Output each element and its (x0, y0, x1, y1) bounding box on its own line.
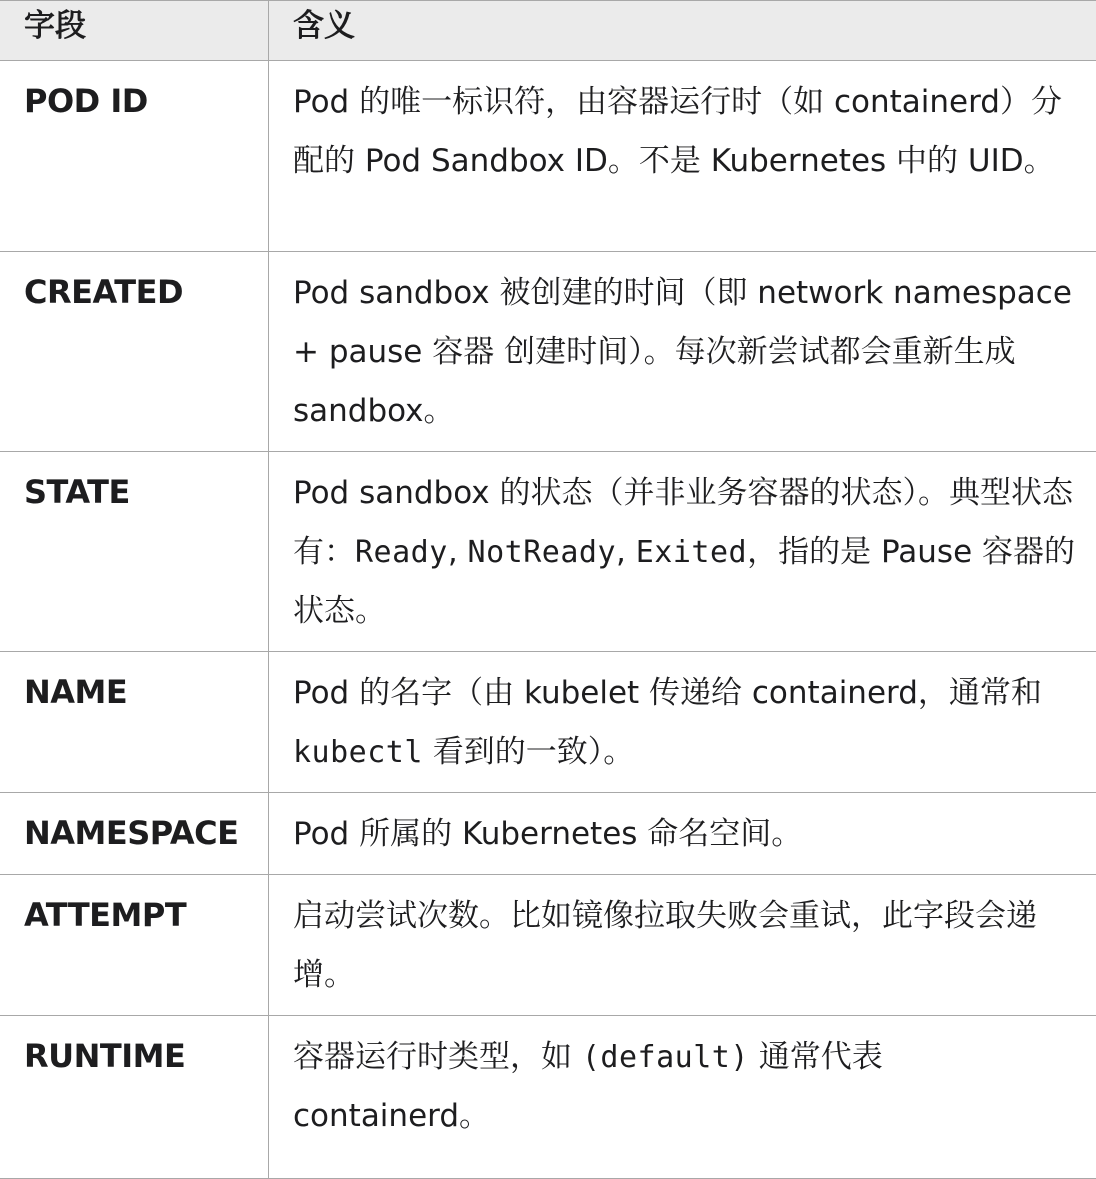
table-body (0, 61, 1096, 1179)
meaning-text: Pod 的名字（由 kubelet 传递给 containerd，通常和 (293, 675, 1042, 711)
meaning-text: ，指的是 Pause 容器的状态。 (293, 534, 1075, 629)
default-code: (default) (582, 1040, 749, 1075)
state-notready-code: NotReady (468, 535, 617, 570)
field-name: STATE (0, 452, 269, 652)
field-name: NAMESPACE (0, 793, 269, 875)
table-row (0, 652, 1096, 793)
field-meaning: 启动尝试次数。比如镜像拉取失败会重试，此字段会递增。 (269, 875, 1096, 1016)
meaning-text: 容器运行时类型，如 (293, 1039, 582, 1075)
field-meaning: Pod 所属的 Kubernetes 命名空间。 (269, 793, 1096, 875)
table-row (0, 875, 1096, 1016)
table-row (0, 61, 1096, 252)
field-meaning (269, 452, 1096, 652)
meaning-text: 通常代表 containerd。 (293, 1039, 883, 1134)
separator: , (448, 534, 468, 570)
meaning-text: Pod sandbox 的状态（并非业务容器的状态）。典型状态有： (293, 475, 1073, 570)
separator: , (616, 534, 636, 570)
kubectl-code: kubectl (293, 735, 423, 770)
table-row (0, 793, 1096, 875)
table-header (0, 1, 1096, 61)
field-meaning: Pod 的唯一标识符，由容器运行时（如 containerd）分配的 Pod Sandbox ID。不是 Kubernetes 中的 UID。 (269, 61, 1096, 252)
field-name: POD ID (0, 61, 269, 252)
field-name: ATTEMPT (0, 875, 269, 1016)
header-row (0, 1, 1096, 61)
field-name: CREATED (0, 252, 269, 452)
header-field: 字段 (0, 1, 269, 61)
field-meaning (269, 1016, 1096, 1179)
state-ready-code: Ready (355, 535, 448, 570)
field-name: NAME (0, 652, 269, 793)
field-meaning: Pod sandbox 被创建的时间（即 network namespace + pause 容器 创建时间）。每次新尝试都会重新生成 sandbox。 (269, 252, 1096, 452)
table-row (0, 1016, 1096, 1179)
field-meaning (269, 652, 1096, 793)
state-exited-code: Exited (636, 535, 747, 570)
table-row (0, 252, 1096, 452)
meaning-text: 看到的一致）。 (423, 734, 634, 770)
table-row (0, 452, 1096, 652)
field-name: RUNTIME (0, 1016, 269, 1179)
header-meaning: 含义 (269, 1, 1096, 61)
